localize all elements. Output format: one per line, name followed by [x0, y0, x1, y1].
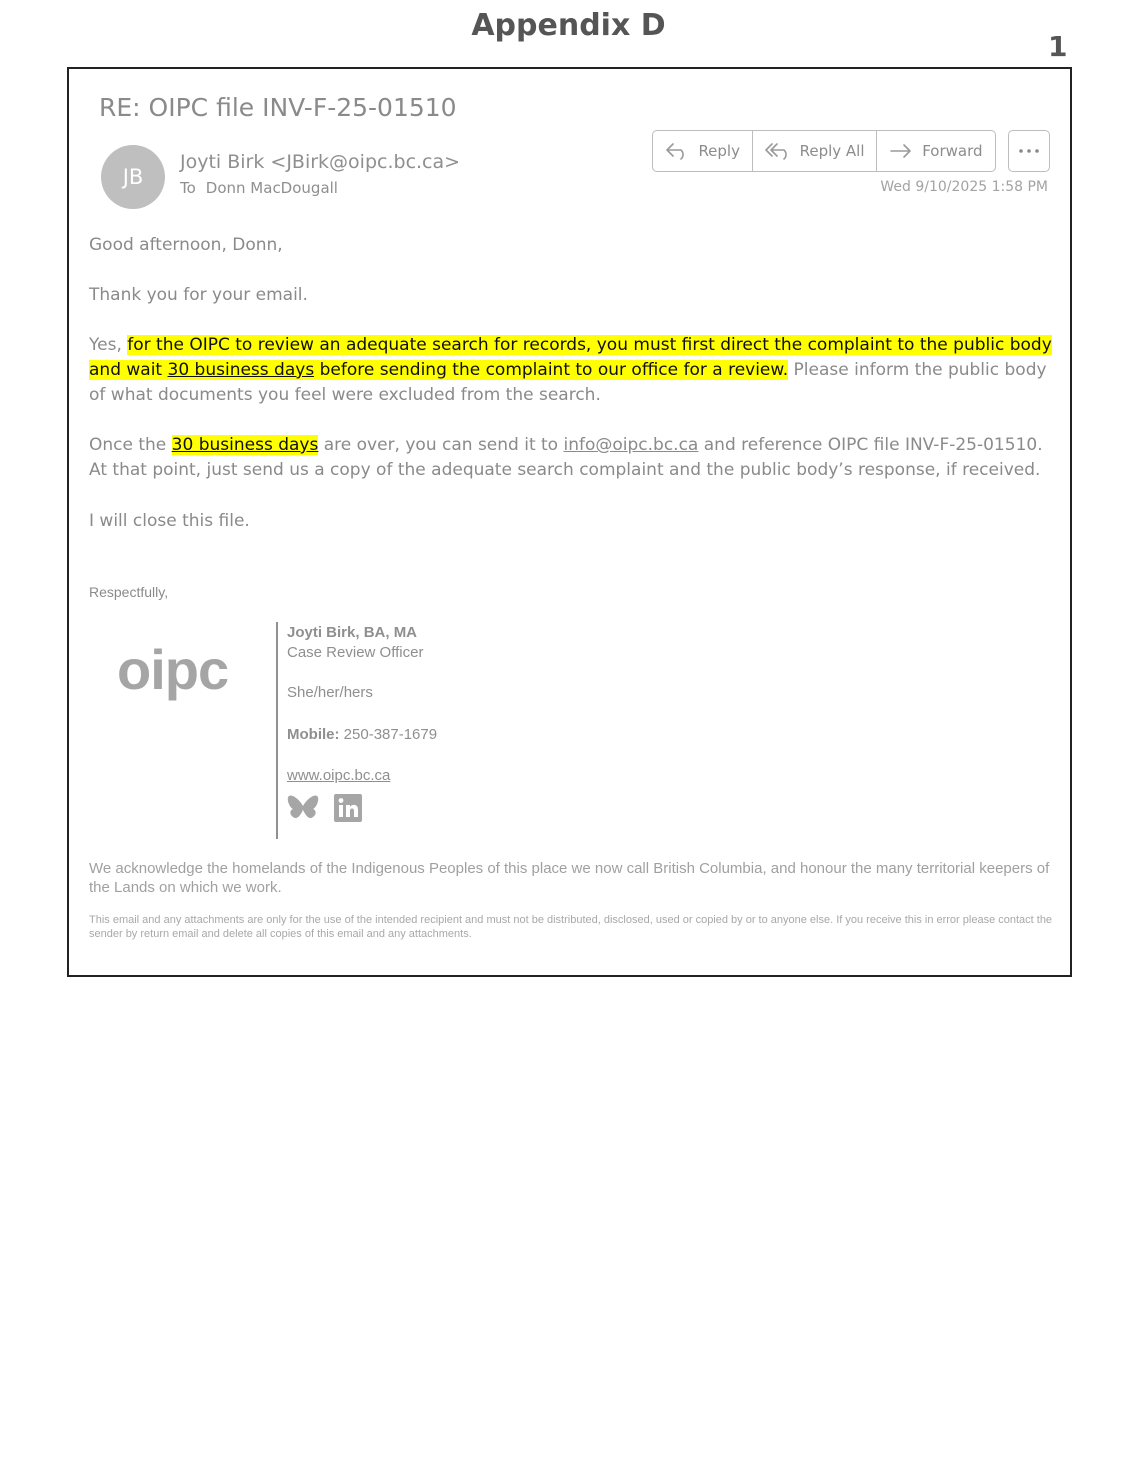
greeting: Good afternoon, Donn, [89, 235, 283, 255]
land-acknowledgement: We acknowledge the homelands of the Indigenous Peoples of this place we now call British Columbia, and honour the many territorial keepers of the Lands on which we work. [89, 860, 1050, 896]
signature-mobile [287, 726, 437, 743]
paragraph-adequate-search [89, 333, 1054, 408]
reply-label: Reply [698, 142, 740, 160]
forward-label: Forward [922, 142, 983, 160]
email-link[interactable]: info@oipc.bc.ca [563, 435, 699, 455]
highlight-business-days-2: 30 business days [171, 435, 319, 455]
reply-icon [665, 142, 689, 160]
more-icon [1018, 148, 1040, 154]
message-actions [652, 130, 996, 172]
signature-website-link[interactable]: www.oipc.bc.ca [287, 767, 391, 784]
reply-all-button[interactable] [753, 131, 876, 171]
paragraph-send-after [89, 433, 1054, 483]
thanks-line: Thank you for your email. [89, 285, 308, 305]
reply-all-icon [765, 142, 791, 160]
linkedin-icon[interactable] [333, 793, 363, 823]
p1-intro: Yes, [89, 335, 128, 355]
bluesky-icon[interactable] [287, 793, 319, 823]
oipc-logo: oipc [117, 638, 229, 701]
p2-middle: are over, you can send it to [318, 435, 564, 455]
social-icons [287, 793, 363, 823]
sender-name[interactable]: Joyti Birk <JBirk@oipc.bc.ca> [180, 151, 461, 173]
signature-divider [276, 622, 278, 839]
mobile-number[interactable]: 250-387-1679 [343, 726, 438, 743]
email-screenshot-frame [67, 67, 1072, 977]
reply-all-label: Reply All [799, 142, 865, 160]
page-number: 1 [1048, 30, 1068, 63]
recipient-name[interactable]: Donn MacDougall [205, 179, 338, 197]
mobile-label: Mobile: [287, 726, 340, 743]
highlight-business-days: 30 business days [167, 360, 315, 380]
recipient-line [180, 179, 338, 197]
p2-rest: and reference OIPC file INV-F-25-01510. At that point, just send us a copy of the adequate search complaint and the public body’s response, if received. [89, 435, 1043, 480]
sent-timestamp: Wed 9/10/2025 1:58 PM [880, 179, 1048, 195]
p2-intro: Once the [89, 435, 172, 455]
highlight-instruction: for the OIPC to review an adequate search for records, you must first direct the complaint to the public body and wait [89, 335, 1052, 380]
signature-pronouns: She/her/hers [287, 684, 373, 701]
more-actions-button[interactable] [1008, 130, 1050, 172]
forward-arrow-icon [889, 142, 913, 160]
signature-name: Joyti Birk, BA, MA [287, 624, 418, 641]
confidentiality-disclaimer: This email and any attachments are only for the use of the intended recipient and must not be distributed, disclosed, used or copied by or to anyone else. If you receive this in error please contact the sender by return email and delete all copies of this email and any attachments. [89, 914, 1053, 940]
closing: Respectfully, [89, 584, 169, 600]
email-subject: RE: OIPC file INV-F-25-01510 [99, 93, 457, 122]
highlight-instruction-end: before sending the complaint to our office for a review. [314, 360, 789, 380]
to-label: To [180, 179, 196, 197]
reply-button[interactable] [653, 131, 753, 171]
appendix-title: Appendix D [471, 8, 666, 43]
sender-avatar[interactable]: JB [101, 145, 165, 209]
close-file-line: I will close this file. [89, 511, 250, 531]
signature-role: Case Review Officer [287, 644, 424, 661]
p1-rest: Please inform the public body of what documents you feel were excluded from the search. [89, 360, 1047, 405]
forward-button[interactable] [877, 131, 995, 171]
